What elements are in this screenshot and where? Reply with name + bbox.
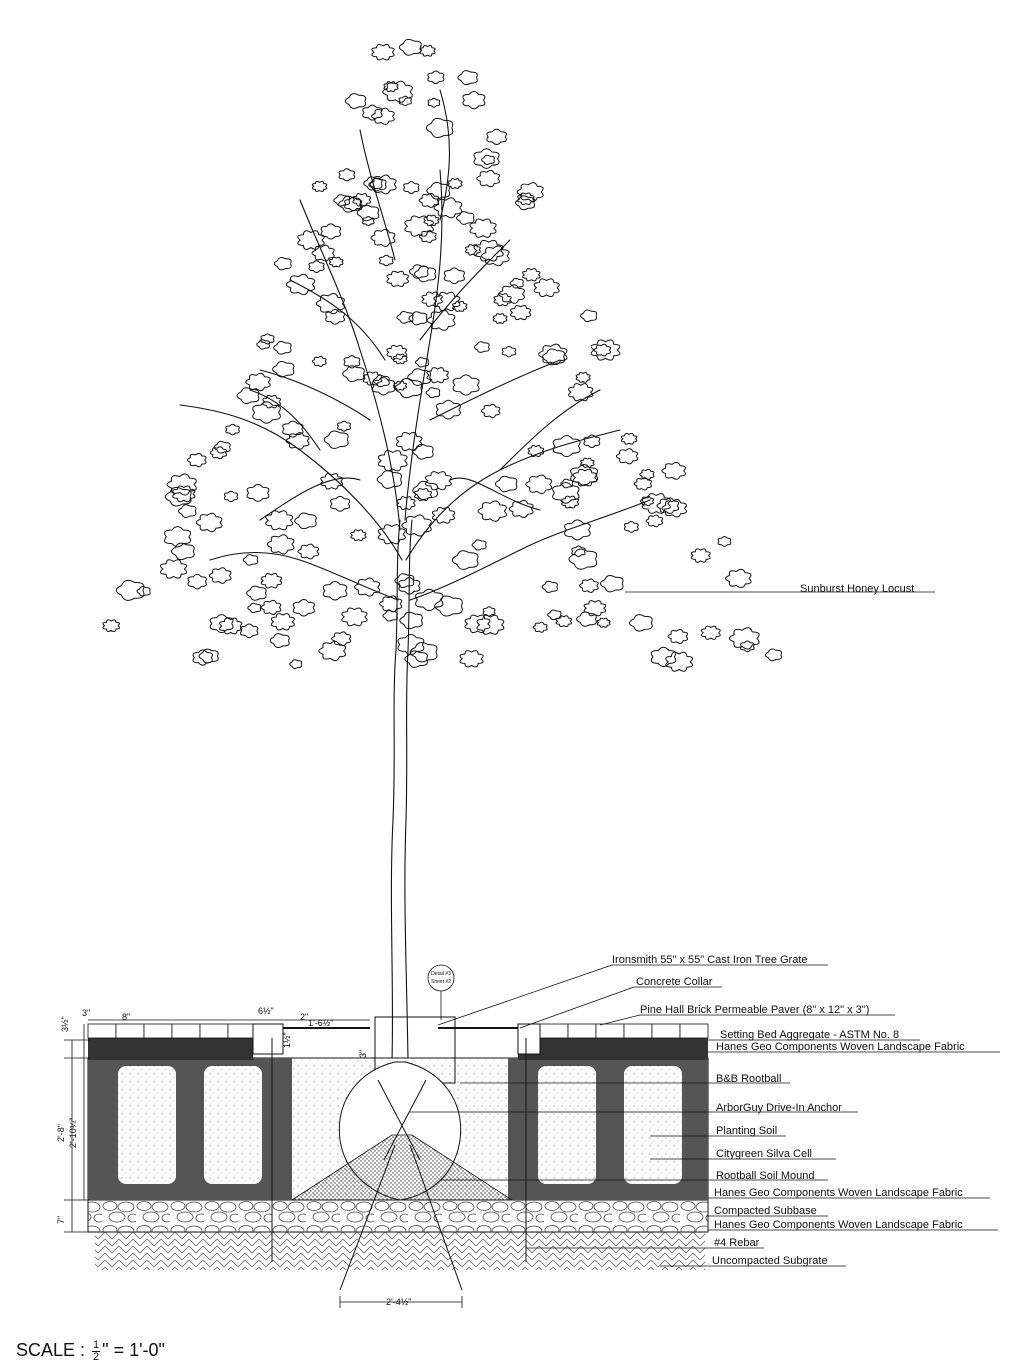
leaf-cluster <box>396 433 422 451</box>
leaf-cluster <box>477 615 504 634</box>
leaf-cluster <box>422 292 442 306</box>
leaf-cluster <box>286 433 309 450</box>
leaf-cluster <box>428 98 440 107</box>
leaf-cluster <box>342 608 367 626</box>
leaf-cluster <box>286 274 314 294</box>
leaf-cluster <box>321 224 340 239</box>
leaf-cluster <box>511 305 531 319</box>
leaf-cluster <box>261 573 281 587</box>
leaf-cluster <box>405 216 434 236</box>
leaf-cluster <box>477 170 500 186</box>
callout-planting-soil: Planting Soil <box>716 1125 778 1137</box>
leaf-cluster <box>267 535 294 554</box>
leaf-cluster <box>640 469 654 479</box>
callout-rootball-soil-mound: Rootball Soil Mound <box>716 1170 815 1182</box>
leaf-cluster <box>495 476 516 492</box>
leaf-cluster <box>399 39 421 55</box>
leaf-cluster <box>577 612 597 626</box>
callout-rebar: #4 Rebar <box>714 1237 760 1249</box>
detail-tag-line-1: Detail #3 <box>431 971 451 977</box>
callout-permeable-paver: Pine Hall Brick Permeable Paver (8" x 12" x 3") <box>640 1004 870 1016</box>
dim-3-half-in: 3½" <box>60 1016 70 1032</box>
dim-2-in: 2" <box>300 1012 309 1022</box>
leaf-cluster <box>621 433 637 444</box>
leaf-cluster <box>224 491 237 501</box>
leaf-cluster <box>474 149 499 169</box>
leaf-cluster <box>646 515 662 527</box>
dim-2ft-8in: 2'-8" <box>56 1124 66 1142</box>
leaf-cluster <box>241 624 258 638</box>
dim-7-in: 7" <box>56 1215 66 1224</box>
leaf-cluster <box>380 596 402 612</box>
scale-numerator: 1 <box>93 1338 100 1351</box>
leaf-cluster <box>523 269 540 281</box>
leaf-cluster <box>481 404 500 417</box>
leaf-cluster <box>420 45 435 56</box>
leaf-cluster <box>324 431 348 448</box>
leaf-cluster <box>339 169 355 181</box>
leaf-cluster <box>526 475 552 494</box>
leaf-cluster <box>556 616 571 627</box>
callout-compacted-subbase: Compacted Subbase <box>714 1205 817 1217</box>
leaf-cluster <box>383 611 398 621</box>
leaf-cluster <box>372 108 395 124</box>
leaf-cluster <box>539 344 567 364</box>
leaf-cluster <box>196 513 222 531</box>
callout-concrete-collar: Concrete Collar <box>636 976 713 988</box>
leaf-cluster <box>187 453 206 466</box>
leaf-cluster <box>371 229 395 246</box>
leaf-cluster <box>662 499 687 517</box>
leaf-cluster <box>331 496 350 511</box>
leaf-cluster <box>487 129 507 144</box>
leaf-cluster <box>729 628 759 649</box>
leaf-cluster <box>651 647 676 666</box>
leaf-cluster <box>499 285 525 303</box>
leaf-cluster <box>572 546 585 556</box>
leaf-cluster <box>426 388 440 398</box>
leaf-cluster <box>569 549 597 569</box>
leaf-cluster <box>666 652 693 671</box>
leaf-cluster <box>553 483 579 504</box>
leaf-cluster <box>295 513 317 529</box>
leaf-cluster <box>517 183 543 202</box>
dim-2ft-10-quarter-in: 2'-10¼" <box>68 1117 78 1148</box>
leaf-cluster <box>691 549 710 562</box>
leaf-cluster <box>594 344 610 356</box>
leaf-cluster <box>576 372 590 382</box>
leaf-cluster <box>413 444 433 459</box>
dim-1ft-6-half-in: 1'-6½" <box>308 1018 334 1028</box>
leaf-cluster <box>261 334 274 344</box>
scale-prefix: SCALE : <box>16 1340 86 1360</box>
leaf-cluster <box>248 603 261 612</box>
dim-3-in-top: 3" <box>82 1008 91 1018</box>
leaf-cluster <box>274 342 291 355</box>
leaf-cluster <box>463 92 485 109</box>
leaf-cluster <box>460 651 483 667</box>
leaf-cluster <box>247 586 266 600</box>
leaf-cluster <box>718 537 731 547</box>
leaf-cluster <box>668 629 688 643</box>
leaf-cluster <box>453 375 479 395</box>
leaf-cluster <box>616 449 637 464</box>
leaf-cluster <box>581 458 594 467</box>
leaf-cluster <box>428 71 444 84</box>
leaf-cluster <box>765 649 781 661</box>
leaf-cluster <box>624 522 638 533</box>
leaf-cluster <box>160 560 186 578</box>
leaf-cluster <box>243 555 258 566</box>
leaf-cluster <box>363 216 375 225</box>
leaf-cluster <box>474 342 489 353</box>
leaf-cluster <box>435 596 463 616</box>
dim-6-half-in: 6½" <box>258 1006 274 1016</box>
leaf-cluster <box>246 373 270 390</box>
leaf-cluster <box>533 622 547 632</box>
leaf-cluster <box>436 400 460 419</box>
leaf-cluster <box>478 501 506 521</box>
leaf-cluster <box>173 486 195 502</box>
leaf-cluster <box>509 500 533 517</box>
callout-uncompacted-subgrate: Uncompacted Subgrate <box>712 1255 828 1267</box>
leaf-cluster <box>510 278 523 288</box>
leaf-cluster <box>332 632 351 646</box>
callout-landscape-fabric-1: Hanes Geo Components Woven Landscape Fabric <box>716 1041 965 1053</box>
leaf-cluster <box>425 472 451 490</box>
leaf-cluster <box>353 194 371 206</box>
leaf-cluster <box>209 568 231 584</box>
leaf-cluster <box>701 626 720 639</box>
leaf-cluster <box>220 618 242 634</box>
leaf-cluster <box>372 44 394 60</box>
dim-1-half-in: 1½" <box>282 1032 292 1048</box>
leaf-cluster <box>261 600 281 614</box>
tree-canopy <box>103 39 782 671</box>
leaf-cluster <box>502 346 515 356</box>
leaf-cluster <box>542 581 557 592</box>
leaf-cluster <box>270 634 289 648</box>
leaf-cluster <box>483 607 495 616</box>
detail-tag-line-2: Sheet #2 <box>430 979 452 985</box>
leaf-cluster <box>465 615 490 633</box>
leaf-cluster <box>377 471 401 489</box>
leaf-cluster <box>400 612 423 628</box>
leaf-cluster <box>414 266 435 281</box>
leaf-cluster <box>444 268 464 284</box>
leaf-cluster <box>312 245 334 261</box>
leaf-cluster <box>274 257 291 269</box>
leaf-cluster <box>534 279 559 297</box>
callout-landscape-fabric-3: Hanes Geo Components Woven Landscape Fabric <box>714 1219 963 1231</box>
leaf-cluster <box>372 377 394 395</box>
leaf-cluster <box>380 255 393 266</box>
callout-setting-bed-aggregate: Setting Bed Aggregate - ASTM No. 8 <box>720 1029 900 1041</box>
leaf-cluster <box>452 551 478 570</box>
leaf-cluster <box>726 569 752 587</box>
leaf-cluster <box>345 197 362 210</box>
leaf-cluster <box>569 384 593 401</box>
leaf-cluster <box>482 155 495 164</box>
leaf-cluster <box>351 530 366 541</box>
detail-tag-circle <box>428 965 454 991</box>
leaf-cluster <box>312 181 326 191</box>
leaf-cluster <box>601 575 624 591</box>
leaf-cluster <box>458 71 477 85</box>
leaf-cluster <box>312 356 326 366</box>
leaf-cluster <box>402 515 431 536</box>
leaf-cluster <box>298 544 319 559</box>
leaf-cluster <box>293 599 314 616</box>
leaf-cluster <box>448 179 462 189</box>
leaf-cluster <box>584 601 606 616</box>
leaf-cluster <box>103 620 120 632</box>
leaf-cluster <box>410 642 437 661</box>
leaf-cluster <box>553 436 580 457</box>
leaf-cluster <box>179 505 196 518</box>
leaf-cluster <box>580 579 599 592</box>
leaf-cluster <box>662 462 686 479</box>
ground-section <box>88 1017 708 1290</box>
callout-silva-cell: Citygreen Silva Cell <box>716 1148 812 1160</box>
leaf-cluster <box>199 649 218 663</box>
callout-arborguy-anchor: ArborGuy Drive-In Anchor <box>716 1102 842 1114</box>
scale-fraction <box>92 1340 100 1363</box>
leaf-cluster <box>482 246 510 266</box>
leaf-cluster <box>188 574 206 589</box>
leaf-cluster <box>581 310 597 322</box>
leaf-cluster <box>465 245 480 256</box>
leaf-cluster <box>338 421 351 431</box>
leaf-cluster <box>378 451 407 471</box>
leaf-cluster <box>378 525 405 544</box>
leaf-cluster <box>345 94 365 109</box>
leaf-cluster <box>329 257 343 267</box>
leaf-cluster <box>434 198 462 218</box>
leaf-cluster <box>171 543 194 560</box>
leaf-cluster <box>343 366 365 382</box>
callout-tree-grate: Ironsmith 55" x 55" Cast Iron Tree Grate <box>612 954 808 966</box>
leaf-cluster <box>247 484 269 501</box>
leaf-cluster <box>290 660 302 669</box>
leaf-cluster <box>237 388 259 404</box>
leaf-cluster <box>271 614 294 630</box>
leaf-cluster <box>116 580 144 600</box>
leaf-cluster <box>573 469 597 486</box>
dim-8-in: 8" <box>122 1012 131 1022</box>
leaf-cluster <box>319 641 346 660</box>
dim-3-in-collar: 3" <box>358 1049 368 1058</box>
leaf-cluster <box>432 507 454 523</box>
leaf-cluster <box>387 345 407 359</box>
callout-landscape-fabric-2: Hanes Geo Components Woven Landscape Fabric <box>714 1187 963 1199</box>
drawing-scale <box>16 1339 165 1363</box>
leaf-cluster <box>591 340 620 360</box>
leaf-cluster <box>165 487 191 506</box>
scale-suffix: " = 1'-0" <box>102 1340 165 1360</box>
callout-bb-rootball: B&B Rootball <box>716 1073 782 1085</box>
leaf-cluster <box>562 496 579 508</box>
leaf-cluster <box>309 261 324 273</box>
leaf-cluster <box>493 314 507 324</box>
leaf-cluster <box>597 618 610 627</box>
leaf-cluster <box>226 424 239 435</box>
leaf-cluster <box>404 182 419 194</box>
leaf-cluster <box>409 265 428 279</box>
scale-denominator: 2 <box>93 1350 100 1363</box>
leaf-cluster <box>397 312 413 324</box>
leaf-cluster <box>167 474 196 495</box>
tree-species-label: Sunburst Honey Locust <box>800 583 915 595</box>
leaf-cluster <box>630 615 653 632</box>
leaf-cluster <box>323 582 347 600</box>
dim-2ft-4-half-in: 2'-4½" <box>386 1297 412 1307</box>
leaf-cluster <box>472 540 486 550</box>
leaf-cluster <box>387 271 409 286</box>
